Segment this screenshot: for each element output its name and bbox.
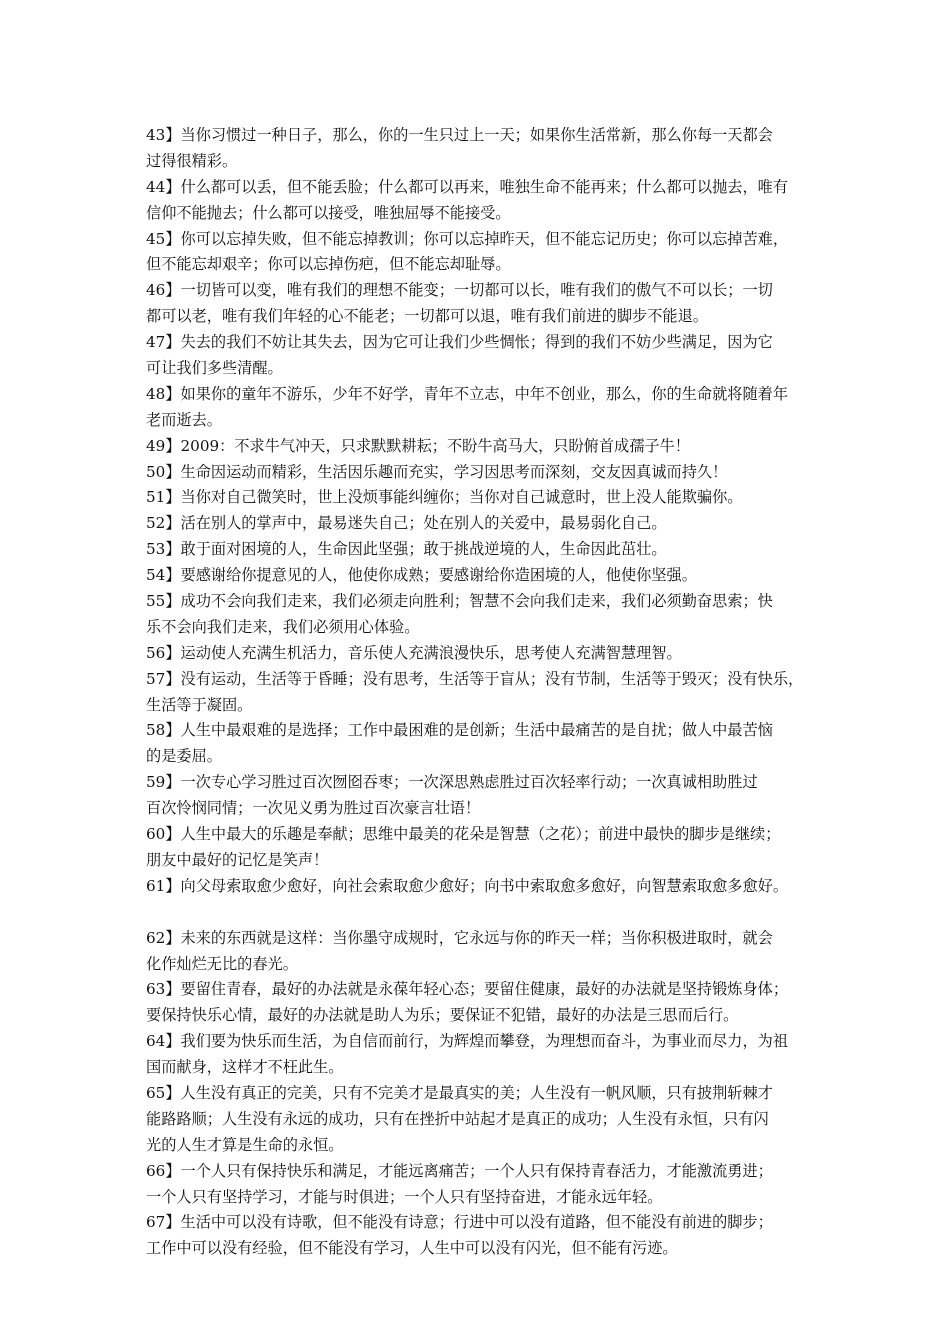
blank-line [146,900,822,926]
quote-entry [146,278,822,330]
quote-entry [146,589,822,641]
quote-entry [146,511,822,537]
text-line: 57】没有运动，生活等于昏睡；没有思考，生活等于盲从；没有节制，生活等于毁灭；没有快乐， [146,669,804,688]
text-line: 都可以老，唯有我们年轻的心不能老；一切都可以退，唯有我们前进的脚步不能退。 [146,307,708,326]
quote-entry [146,330,822,382]
quote-entry [146,537,822,563]
text-line: 52】活在别人的掌声中，最易迷失自己；处在别人的关爱中，最易弱化自己。 [146,514,667,533]
text-line: 信仰不能抛去；什么都可以接受，唯独屈辱不能接受。 [146,203,511,222]
text-line: 44】什么都可以丢，但不能丢脸；什么都可以再来，唯独生命不能再来；什么都可以抛去，唯有 [146,177,789,196]
quote-entry [146,460,822,486]
text-line: 63】要留住青春，最好的办法就是永葆年轻心态；要留住健康，最好的办法就是坚持锻炼身体； [146,980,789,999]
text-line: 但不能忘却艰辛；你可以忘掉伤疤，但不能忘却耻辱。 [146,255,511,274]
text-line: 工作中可以没有经验，但不能没有学习，人生中可以没有闪光，但不能有污迹。 [146,1239,678,1258]
text-line: 53】敢于面对困境的人，生命因此坚强；敢于挑战逆境的人，生命因此茁壮。 [146,540,667,559]
document-body [146,123,822,1262]
quote-entry [146,382,822,434]
text-line: 51】当你对自己微笑时，世上没烦事能纠缠你；当你对自己诚意时，世上没人能欺骗你。 [146,488,743,507]
text-line: 67】生活中可以没有诗歌，但不能没有诗意；行进中可以没有道路，但不能没有前进的脚步； [146,1213,773,1232]
text-line: 43】当你习惯过一种日子，那么，你的一生只过上一天；如果你生活常新，那么你每一天都会 [146,126,773,144]
text-line: 过得很精彩。 [146,151,238,170]
text-line: 54】要感谢给你提意见的人，他使你成熟；要感谢给你造困境的人，他使你坚强。 [146,566,697,585]
text-line: 58】人生中最艰难的是选择；工作中最困难的是创新；生活中最痛苦的是自扰；做人中最苦恼 [146,721,773,740]
quote-entry [146,485,822,511]
text-line: 56】运动使人充满生机活力，音乐使人充满浪漫快乐，思考使人充满智慧理智。 [146,643,682,662]
text-line: 47】失去的我们不妨让其失去，因为它可让我们少些惆怅；得到的我们不妨少些满足，因为它 [146,333,773,352]
quote-entry [146,1081,822,1159]
quote-entry [146,770,822,822]
text-line: 要保持快乐心情，最好的办法就是助人为乐；要保证不犯错，最好的办法是三思而后行。 [146,1006,739,1025]
text-line: 49】2009：不求牛气冲天，只求默默耕耘；不盼牛高马大，只盼俯首成孺子牛！ [146,436,690,455]
text-line: 65】人生没有真正的完美，只有不完美才是最真实的美；人生没有一帆风顺，只有披荆斩棘才 [146,1083,773,1102]
text-line: 60】人生中最大的乐趣是奉献；思维中最美的花朵是智慧（之花）；前进中最快的脚步是继续； [146,825,781,844]
quote-entry [146,175,822,227]
text-line: 可让我们多些清醒。 [146,359,283,378]
quote-entry [146,977,822,1029]
quote-entry [146,641,822,667]
quote-entry [146,718,822,770]
quote-entry [146,874,822,900]
quote-entry [146,123,822,175]
text-line: 一个人只有坚持学习，才能与时俱进；一个人只有坚持奋进，才能永远年轻。 [146,1187,663,1206]
quote-entry [146,822,822,874]
quote-entry [146,434,822,460]
text-line: 生活等于凝固。 [146,695,253,714]
text-line: 朋友中最好的记忆是笑声！ [146,850,329,869]
quote-entry [146,900,822,926]
text-line: 48】如果你的童年不游乐，少年不好学，青年不立志，中年不创业，那么，你的生命就将随着年 [146,384,789,403]
text-line: 化作灿烂无比的春光。 [146,954,298,973]
text-line: 55】成功不会向我们走来，我们必须走向胜利；智慧不会向我们走来，我们必须勤奋思索；快 [146,592,773,611]
quote-entry [146,1029,822,1081]
text-line: 61】向父母索取愈少愈好，向社会索取愈少愈好；向书中索取愈多愈好，向智慧索取愈多愈好。 [146,876,789,895]
quote-entry [146,563,822,589]
quote-entry [146,227,822,279]
quote-entry [146,1210,822,1262]
text-line: 百次怜悯同情；一次见义勇为胜过百次豪言壮语！ [146,799,481,818]
text-line: 乐不会向我们走来，我们必须用心体验。 [146,617,420,636]
text-line: 老而逝去。 [146,410,222,429]
text-line: 能路路顺；人生没有永远的成功，只有在挫折中站起才是真正的成功；人生没有永恒，只有闪 [146,1109,769,1128]
text-line: 66】一个人只有保持快乐和满足，才能远离痛苦；一个人只有保持青春活力，才能激流勇进； [146,1161,773,1180]
text-line: 50】生命因运动而精彩，生活因乐趣而充实，学习因思考而深刻，交友因真诚而持久！ [146,462,728,481]
text-line: 64】我们要为快乐而生活，为自信而前行，为辉煌而攀登，为理想而奋斗，为事业而尽力，为祖 [146,1032,789,1051]
text-line: 国而献身，这样才不枉此生。 [146,1058,344,1077]
quote-entry [146,667,822,719]
quote-entry [146,1159,822,1211]
text-line: 光的人生才算是生命的永恒。 [146,1135,344,1154]
quote-entry [146,926,822,978]
text-line: 62】未来的东西就是这样：当你墨守成规时，它永远与你的昨天一样；当你积极进取时，就会 [146,928,773,947]
text-line: 59】一次专心学习胜过百次囫囵吞枣；一次深思熟虑胜过百次轻率行动；一次真诚相助胜过 [146,773,758,792]
text-line: 的是委屈。 [146,747,222,766]
text-line: 45】你可以忘掉失败，但不能忘掉教训；你可以忘掉昨天，但不能忘记历史；你可以忘掉苦难， [146,229,789,248]
text-line: 46】一切皆可以变，唯有我们的理想不能变；一切都可以长，唯有我们的傲气不可以长；一切 [146,281,773,300]
